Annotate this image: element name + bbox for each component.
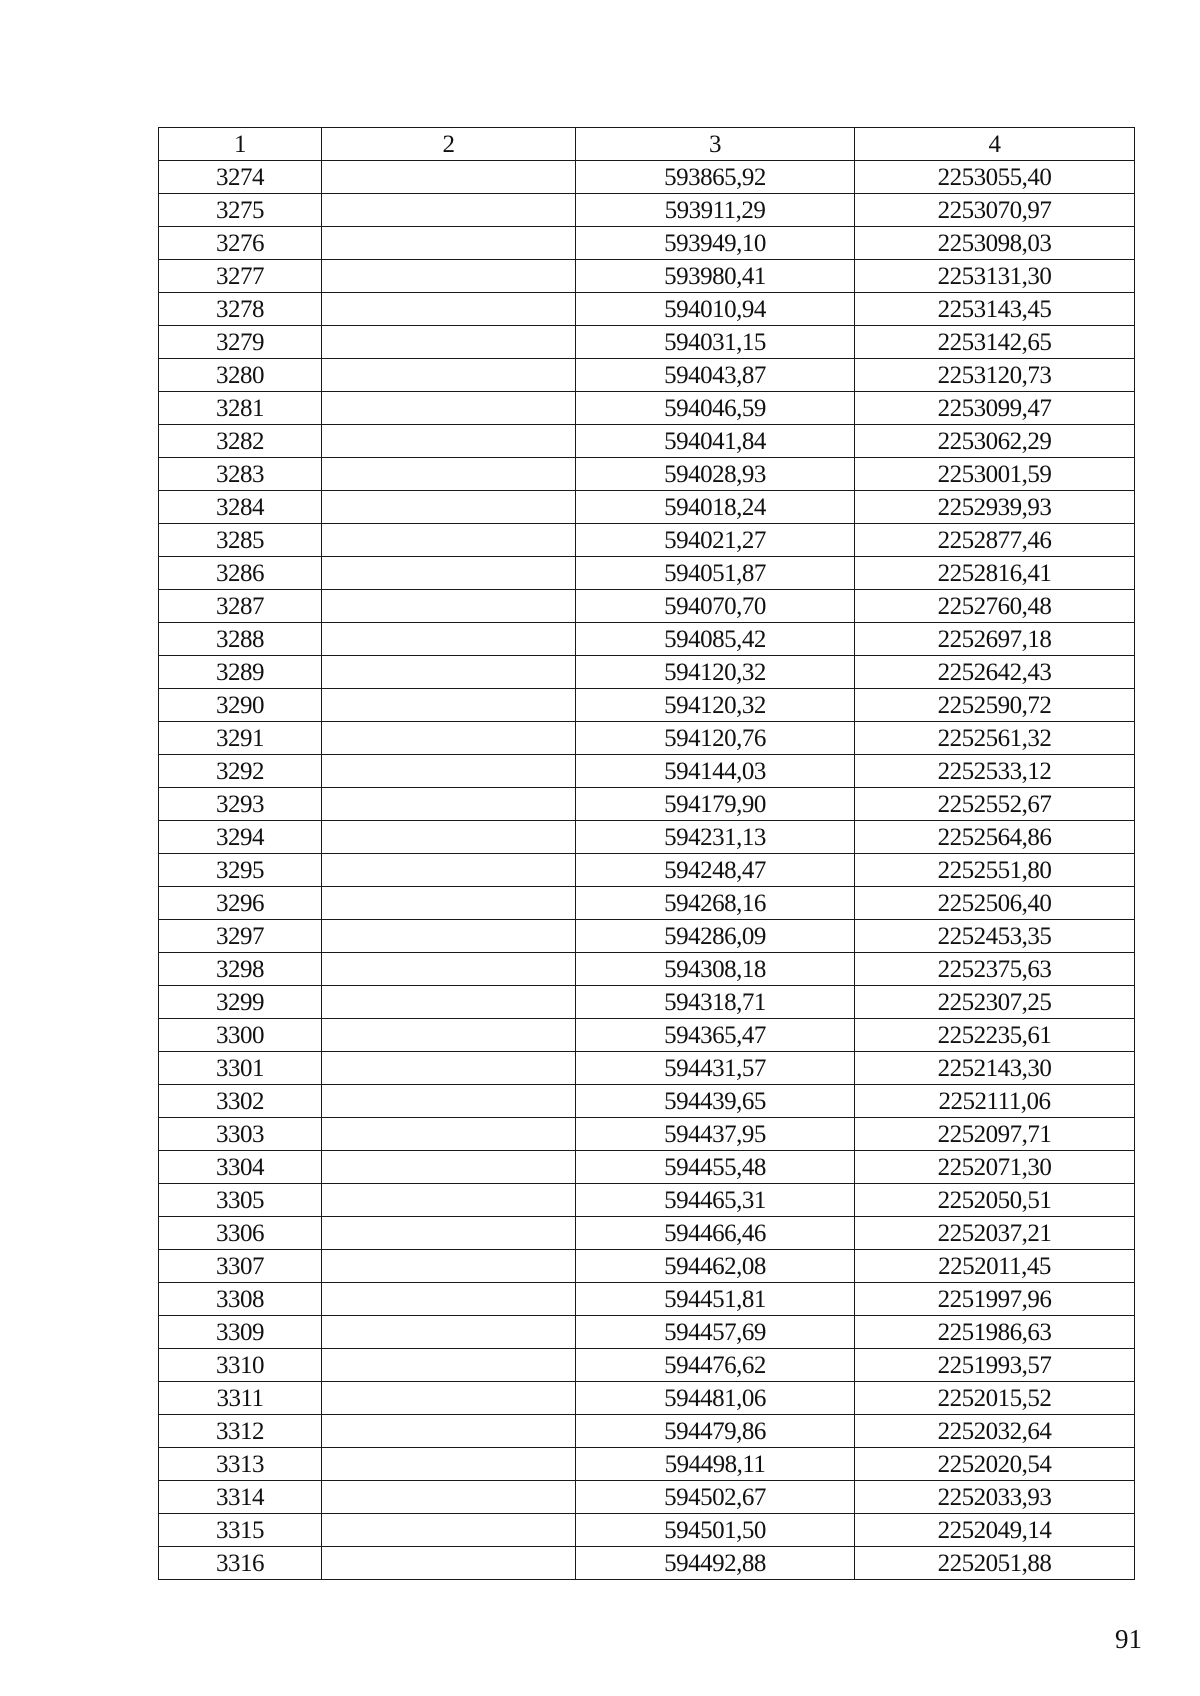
x-coordinate-cell: 594248,47 — [576, 854, 855, 887]
y-coordinate-cell: 2252111,06 — [855, 1085, 1135, 1118]
point-number-cell: 3314 — [159, 1481, 322, 1514]
description-cell — [322, 1184, 576, 1217]
point-number-cell: 3316 — [159, 1547, 322, 1580]
table-row — [159, 1052, 1135, 1085]
x-coordinate-cell: 594051,87 — [576, 557, 855, 590]
y-coordinate-cell: 2253098,03 — [855, 227, 1135, 260]
point-number-cell: 3298 — [159, 953, 322, 986]
coordinates-table — [158, 127, 1135, 1580]
description-cell — [322, 722, 576, 755]
description-cell — [322, 986, 576, 1019]
description-cell — [322, 854, 576, 887]
point-number-cell: 3294 — [159, 821, 322, 854]
x-coordinate-cell: 594455,48 — [576, 1151, 855, 1184]
point-number-cell: 3308 — [159, 1283, 322, 1316]
table-row — [159, 425, 1135, 458]
point-number-cell: 3302 — [159, 1085, 322, 1118]
table-row — [159, 1118, 1135, 1151]
description-cell — [322, 1382, 576, 1415]
x-coordinate-cell: 594268,16 — [576, 887, 855, 920]
y-coordinate-cell: 2252877,46 — [855, 524, 1135, 557]
table-row — [159, 1217, 1135, 1250]
x-coordinate-cell: 593911,29 — [576, 194, 855, 227]
y-coordinate-cell: 2252453,35 — [855, 920, 1135, 953]
y-coordinate-cell: 2253001,59 — [855, 458, 1135, 491]
description-cell — [322, 557, 576, 590]
x-coordinate-cell: 594144,03 — [576, 755, 855, 788]
description-cell — [322, 326, 576, 359]
table-row — [159, 1184, 1135, 1217]
description-cell — [322, 755, 576, 788]
table-row — [159, 821, 1135, 854]
table-row — [159, 590, 1135, 623]
table-row — [159, 1085, 1135, 1118]
table-row — [159, 359, 1135, 392]
table-row — [159, 161, 1135, 194]
y-coordinate-cell: 2252051,88 — [855, 1547, 1135, 1580]
y-coordinate-cell: 2252015,52 — [855, 1382, 1135, 1415]
point-number-cell: 3291 — [159, 722, 322, 755]
y-coordinate-cell: 2253131,30 — [855, 260, 1135, 293]
x-coordinate-cell: 594479,86 — [576, 1415, 855, 1448]
table-row — [159, 1547, 1135, 1580]
y-coordinate-cell: 2252506,40 — [855, 887, 1135, 920]
description-cell — [322, 1415, 576, 1448]
point-number-cell: 3295 — [159, 854, 322, 887]
x-coordinate-cell: 594120,32 — [576, 689, 855, 722]
description-cell — [322, 1151, 576, 1184]
table-row — [159, 1514, 1135, 1547]
point-number-cell: 3304 — [159, 1151, 322, 1184]
y-coordinate-cell: 2252642,43 — [855, 656, 1135, 689]
point-number-cell: 3313 — [159, 1448, 322, 1481]
x-coordinate-cell: 594043,87 — [576, 359, 855, 392]
x-coordinate-cell: 594439,65 — [576, 1085, 855, 1118]
point-number-cell: 3312 — [159, 1415, 322, 1448]
description-cell — [322, 1217, 576, 1250]
x-coordinate-cell: 594286,09 — [576, 920, 855, 953]
table-body — [159, 161, 1135, 1580]
description-cell — [322, 623, 576, 656]
x-coordinate-cell: 594462,08 — [576, 1250, 855, 1283]
table-row — [159, 656, 1135, 689]
table-header — [159, 128, 1135, 161]
column-header-1: 1 — [159, 128, 322, 161]
x-coordinate-cell: 594481,06 — [576, 1382, 855, 1415]
y-coordinate-cell: 2252143,30 — [855, 1052, 1135, 1085]
point-number-cell: 3293 — [159, 788, 322, 821]
y-coordinate-cell: 2252533,12 — [855, 755, 1135, 788]
description-cell — [322, 1448, 576, 1481]
table-row — [159, 392, 1135, 425]
description-cell — [322, 920, 576, 953]
x-coordinate-cell: 594502,67 — [576, 1481, 855, 1514]
x-coordinate-cell: 594179,90 — [576, 788, 855, 821]
table-row — [159, 887, 1135, 920]
x-coordinate-cell: 594031,15 — [576, 326, 855, 359]
y-coordinate-cell: 2253070,97 — [855, 194, 1135, 227]
point-number-cell: 3283 — [159, 458, 322, 491]
y-coordinate-cell: 2253143,45 — [855, 293, 1135, 326]
x-coordinate-cell: 594018,24 — [576, 491, 855, 524]
point-number-cell: 3281 — [159, 392, 322, 425]
y-coordinate-cell: 2252011,45 — [855, 1250, 1135, 1283]
point-number-cell: 3280 — [159, 359, 322, 392]
description-cell — [322, 1118, 576, 1151]
x-coordinate-cell: 594498,11 — [576, 1448, 855, 1481]
point-number-cell: 3307 — [159, 1250, 322, 1283]
description-cell — [322, 656, 576, 689]
table-row — [159, 1316, 1135, 1349]
point-number-cell: 3309 — [159, 1316, 322, 1349]
table-row — [159, 260, 1135, 293]
point-number-cell: 3279 — [159, 326, 322, 359]
y-coordinate-cell: 2251986,63 — [855, 1316, 1135, 1349]
description-cell — [322, 359, 576, 392]
x-coordinate-cell: 594476,62 — [576, 1349, 855, 1382]
x-coordinate-cell: 594085,42 — [576, 623, 855, 656]
y-coordinate-cell: 2252307,25 — [855, 986, 1135, 1019]
y-coordinate-cell: 2253142,65 — [855, 326, 1135, 359]
table-row — [159, 1019, 1135, 1052]
point-number-cell: 3300 — [159, 1019, 322, 1052]
table-row — [159, 623, 1135, 656]
table-row — [159, 326, 1135, 359]
y-coordinate-cell: 2252050,51 — [855, 1184, 1135, 1217]
description-cell — [322, 1283, 576, 1316]
table-row — [159, 1481, 1135, 1514]
y-coordinate-cell: 2252032,64 — [855, 1415, 1135, 1448]
y-coordinate-cell: 2252037,21 — [855, 1217, 1135, 1250]
description-cell — [322, 425, 576, 458]
y-coordinate-cell: 2253055,40 — [855, 161, 1135, 194]
x-coordinate-cell: 594451,81 — [576, 1283, 855, 1316]
table-row — [159, 293, 1135, 326]
point-number-cell: 3296 — [159, 887, 322, 920]
description-cell — [322, 293, 576, 326]
table-row — [159, 557, 1135, 590]
x-coordinate-cell: 594492,88 — [576, 1547, 855, 1580]
x-coordinate-cell: 593865,92 — [576, 161, 855, 194]
y-coordinate-cell: 2252020,54 — [855, 1448, 1135, 1481]
x-coordinate-cell: 594010,94 — [576, 293, 855, 326]
table-row — [159, 1382, 1135, 1415]
description-cell — [322, 953, 576, 986]
point-number-cell: 3299 — [159, 986, 322, 1019]
point-number-cell: 3301 — [159, 1052, 322, 1085]
x-coordinate-cell: 594231,13 — [576, 821, 855, 854]
description-cell — [322, 887, 576, 920]
point-number-cell: 3278 — [159, 293, 322, 326]
description-cell — [322, 1085, 576, 1118]
x-coordinate-cell: 594365,47 — [576, 1019, 855, 1052]
point-number-cell: 3311 — [159, 1382, 322, 1415]
table-row — [159, 788, 1135, 821]
y-coordinate-cell: 2252552,67 — [855, 788, 1135, 821]
x-coordinate-cell: 594070,70 — [576, 590, 855, 623]
x-coordinate-cell: 594466,46 — [576, 1217, 855, 1250]
point-number-cell: 3306 — [159, 1217, 322, 1250]
description-cell — [322, 1481, 576, 1514]
table-row — [159, 689, 1135, 722]
table-row — [159, 953, 1135, 986]
table-row — [159, 524, 1135, 557]
point-number-cell: 3305 — [159, 1184, 322, 1217]
description-cell — [322, 590, 576, 623]
point-number-cell: 3287 — [159, 590, 322, 623]
y-coordinate-cell: 2252564,86 — [855, 821, 1135, 854]
description-cell — [322, 689, 576, 722]
x-coordinate-cell: 594021,27 — [576, 524, 855, 557]
point-number-cell: 3303 — [159, 1118, 322, 1151]
description-cell — [322, 821, 576, 854]
description-cell — [322, 1052, 576, 1085]
point-number-cell: 3310 — [159, 1349, 322, 1382]
x-coordinate-cell: 594120,32 — [576, 656, 855, 689]
point-number-cell: 3288 — [159, 623, 322, 656]
table-row — [159, 1283, 1135, 1316]
y-coordinate-cell: 2252939,93 — [855, 491, 1135, 524]
table-row — [159, 194, 1135, 227]
x-coordinate-cell: 593980,41 — [576, 260, 855, 293]
table-row — [159, 227, 1135, 260]
point-number-cell: 3275 — [159, 194, 322, 227]
point-number-cell: 3290 — [159, 689, 322, 722]
point-number-cell: 3276 — [159, 227, 322, 260]
page-number: 91 — [1115, 1624, 1142, 1654]
description-cell — [322, 458, 576, 491]
x-coordinate-cell: 594046,59 — [576, 392, 855, 425]
point-number-cell: 3284 — [159, 491, 322, 524]
point-number-cell: 3277 — [159, 260, 322, 293]
y-coordinate-cell: 2252049,14 — [855, 1514, 1135, 1547]
y-coordinate-cell: 2252551,80 — [855, 854, 1135, 887]
description-cell — [322, 392, 576, 425]
table-row — [159, 920, 1135, 953]
table-row — [159, 986, 1135, 1019]
y-coordinate-cell: 2252697,18 — [855, 623, 1135, 656]
y-coordinate-cell: 2252375,63 — [855, 953, 1135, 986]
x-coordinate-cell: 594437,95 — [576, 1118, 855, 1151]
y-coordinate-cell: 2253099,47 — [855, 392, 1135, 425]
description-cell — [322, 1316, 576, 1349]
y-coordinate-cell: 2251997,96 — [855, 1283, 1135, 1316]
x-coordinate-cell: 594308,18 — [576, 953, 855, 986]
description-cell — [322, 1514, 576, 1547]
description-cell — [322, 260, 576, 293]
x-coordinate-cell: 594120,76 — [576, 722, 855, 755]
description-cell — [322, 1349, 576, 1382]
column-header-4: 4 — [855, 128, 1135, 161]
point-number-cell: 3285 — [159, 524, 322, 557]
table-row — [159, 722, 1135, 755]
y-coordinate-cell: 2252816,41 — [855, 557, 1135, 590]
y-coordinate-cell: 2252235,61 — [855, 1019, 1135, 1052]
table-row — [159, 1151, 1135, 1184]
column-header-2: 2 — [322, 128, 576, 161]
point-number-cell: 3274 — [159, 161, 322, 194]
table-row — [159, 491, 1135, 524]
description-cell — [322, 524, 576, 557]
point-number-cell: 3289 — [159, 656, 322, 689]
x-coordinate-cell: 594318,71 — [576, 986, 855, 1019]
x-coordinate-cell: 594465,31 — [576, 1184, 855, 1217]
y-coordinate-cell: 2253062,29 — [855, 425, 1135, 458]
description-cell — [322, 194, 576, 227]
table-row — [159, 1415, 1135, 1448]
y-coordinate-cell: 2253120,73 — [855, 359, 1135, 392]
description-cell — [322, 161, 576, 194]
table-row — [159, 854, 1135, 887]
description-cell — [322, 1250, 576, 1283]
x-coordinate-cell: 594501,50 — [576, 1514, 855, 1547]
point-number-cell: 3282 — [159, 425, 322, 458]
description-cell — [322, 1019, 576, 1052]
x-coordinate-cell: 594431,57 — [576, 1052, 855, 1085]
description-cell — [322, 788, 576, 821]
y-coordinate-cell: 2252097,71 — [855, 1118, 1135, 1151]
table-row — [159, 1349, 1135, 1382]
y-coordinate-cell: 2252760,48 — [855, 590, 1135, 623]
y-coordinate-cell: 2252071,30 — [855, 1151, 1135, 1184]
table-row — [159, 1250, 1135, 1283]
y-coordinate-cell: 2252561,32 — [855, 722, 1135, 755]
x-coordinate-cell: 593949,10 — [576, 227, 855, 260]
table-row — [159, 755, 1135, 788]
point-number-cell: 3297 — [159, 920, 322, 953]
x-coordinate-cell: 594041,84 — [576, 425, 855, 458]
header-row — [159, 128, 1135, 161]
y-coordinate-cell: 2252590,72 — [855, 689, 1135, 722]
point-number-cell: 3286 — [159, 557, 322, 590]
description-cell — [322, 1547, 576, 1580]
x-coordinate-cell: 594457,69 — [576, 1316, 855, 1349]
point-number-cell: 3292 — [159, 755, 322, 788]
point-number-cell: 3315 — [159, 1514, 322, 1547]
table-row — [159, 1448, 1135, 1481]
y-coordinate-cell: 2252033,93 — [855, 1481, 1135, 1514]
description-cell — [322, 227, 576, 260]
table-row — [159, 458, 1135, 491]
x-coordinate-cell: 594028,93 — [576, 458, 855, 491]
column-header-3: 3 — [576, 128, 855, 161]
y-coordinate-cell: 2251993,57 — [855, 1349, 1135, 1382]
description-cell — [322, 491, 576, 524]
